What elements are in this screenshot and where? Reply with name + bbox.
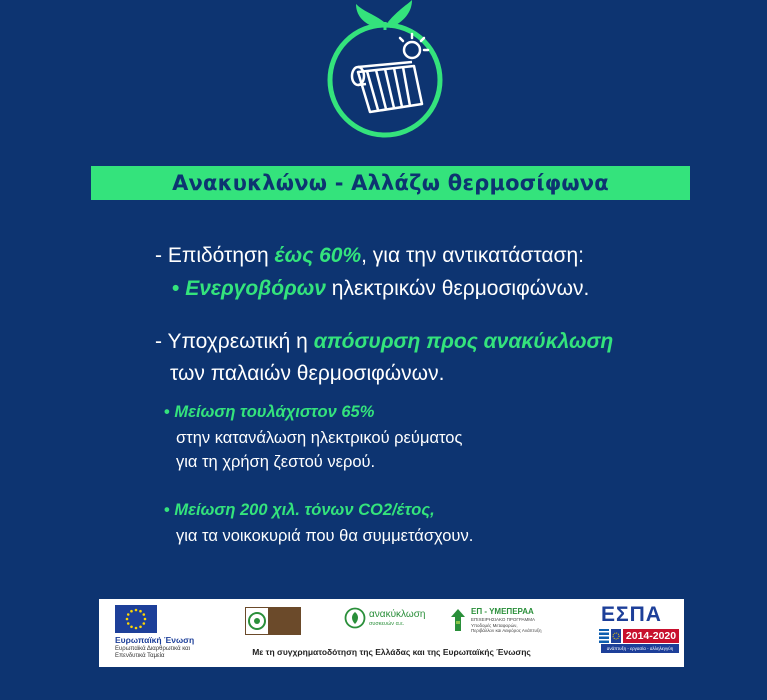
co2-line2: [176, 527, 473, 546]
recycling-highlight: απόσυρση προς ανακύκλωση: [313, 330, 614, 353]
eu-sub1: Ευρωπαϊκά Διαρθρωτικά και: [115, 646, 190, 652]
espa-slogan: ανάπτυξη - εργασία - αλληλεγγύη: [601, 644, 679, 653]
funding-footer: [99, 599, 684, 667]
recycling-line: [155, 330, 613, 354]
anakyklosi-sub: συσκευών α.ε.: [369, 621, 405, 627]
ep-sub3: Περιβάλλον και Αειφόρος Ανάπτυξη: [471, 628, 542, 633]
ep-sub2: Υποδομές Μεταφορών,: [471, 622, 518, 628]
subsidy-prefix: - Επιδότηση: [155, 244, 275, 267]
reduction-65-line2: [176, 429, 462, 448]
eu-sub2: Επενδυτικά Ταμεία: [115, 653, 165, 659]
energy-heaters-highlight: Ενεργοβόρων: [185, 277, 326, 300]
solar-heater-logo-icon: [318, 0, 452, 148]
bullet-dot: •: [164, 403, 170, 421]
anakyklosi-name: ανακύκλωση: [369, 609, 426, 620]
ministry-logo-icon: [245, 607, 301, 635]
title-banner: [91, 166, 690, 200]
espa-title: ΕΣΠΑ: [601, 603, 662, 626]
energy-heaters-suffix: ηλεκτρικών θερμοσιφώνων.: [325, 277, 590, 300]
reduction-65-highlight: Μείωση τουλάχιστον 65%: [174, 403, 375, 421]
page-title: Ανακυκλώνω - Αλλάζω θερμοσίφωνα: [172, 171, 609, 195]
ep-ymeperaa-logo-icon: [449, 607, 467, 633]
ep-title: ΕΠ - ΥΜΕΠΕΡΑΑ: [471, 607, 534, 616]
energy-heaters-line: [172, 277, 589, 301]
espa-years: 2014-2020: [623, 629, 679, 643]
subsidy-highlight: έως 60%: [274, 244, 362, 267]
ep-sub: [471, 617, 542, 634]
greek-eu-flags-icon: [599, 629, 621, 643]
ep-sub1: ΕΠΙΧΕΙΡΗΣΙΑΚΟ ΠΡΟΓΡΑΜΜΑ: [471, 617, 536, 622]
reduction-65-text2: στην κατανάλωση ηλεκτρικού ρεύματος: [176, 429, 463, 447]
reduction-65-line3: [176, 453, 375, 472]
bullet-dot: •: [172, 277, 180, 300]
co2-highlight: Μείωση 200 χιλ. τόνων CO2/έτος,: [174, 501, 435, 519]
reduction-65-text3: για τη χρήση ζεστού νερού.: [176, 453, 376, 471]
subsidy-line: [155, 244, 584, 268]
bullet-dot: •: [164, 501, 170, 519]
co2-line: [164, 501, 435, 520]
old-heaters-text: των παλαιών θερμοσιφώνων.: [170, 362, 445, 385]
cofunding-text: Με τη συγχρηματοδότηση της Ελλάδας και της Ευρωπαϊκής Ένωσης: [252, 647, 531, 657]
eu-name: Ευρωπαϊκή Ένωση: [115, 635, 195, 645]
subsidy-suffix: , για την αντικατάσταση:: [361, 244, 584, 267]
reduction-65-line: [164, 403, 374, 422]
co2-text2: για τα νοικοκυριά που θα συμμετάσχουν.: [176, 527, 474, 545]
recycling-prefix: - Υποχρεωτική η: [155, 330, 314, 353]
eu-flag-icon: [115, 605, 157, 633]
old-heaters-line: [170, 362, 444, 386]
anakyklosi-logo-icon: [344, 607, 366, 629]
